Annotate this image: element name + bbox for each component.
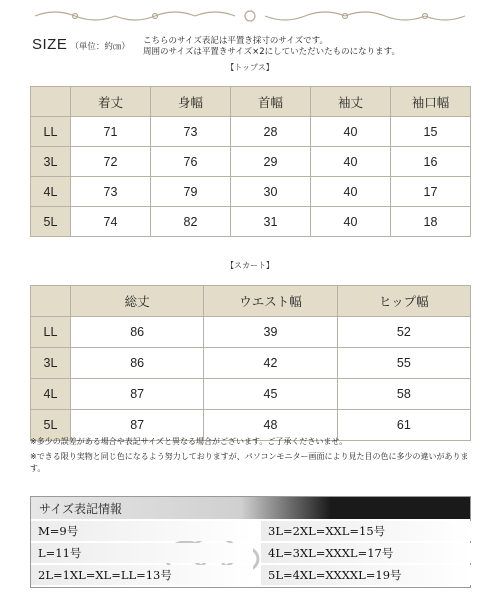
table-cell: 52 [337, 317, 470, 348]
table-cell: 40 [311, 177, 391, 207]
table-row [31, 207, 471, 237]
size-note-2: 周囲のサイズは平置きサイズ×2にしていただいたものになります。 [143, 47, 400, 57]
table-cell: 72 [71, 147, 151, 177]
size-info-row [31, 565, 470, 587]
size-equivalence: 3L=2XL=XXL=15号 [261, 521, 471, 541]
unit-label: （単位：約㎝） [70, 42, 130, 52]
table-cell: 15 [391, 117, 471, 147]
table-cell: 28 [231, 117, 311, 147]
table-cell: 86 [71, 317, 204, 348]
table-cell: 16 [391, 147, 471, 177]
table-cell: 40 [311, 207, 391, 237]
table-header-row [31, 286, 471, 317]
size-equivalence: L=11号 [31, 543, 253, 563]
table-cell: 79 [151, 177, 231, 207]
size-equivalence: M=9号 [31, 521, 253, 541]
table-cell: 71 [71, 117, 151, 147]
size-info-panel [30, 496, 471, 588]
row-header: LL [31, 317, 71, 348]
size-label: SIZE [32, 36, 68, 53]
table-cell: 45 [204, 379, 337, 410]
decorative-ornament [30, 6, 470, 26]
skirt-size-table [30, 285, 471, 441]
table-cell: 42 [204, 348, 337, 379]
table-cell: 29 [231, 147, 311, 177]
disclaimer-note-2: ※できる限り実物と同じ色になるよう努力しておりますが、パソコンモニター画面により見た目の色に多少の違いがあります。 [30, 452, 469, 473]
size-note-1: こちらのサイズ表記は平置き採寸のサイズです。 [143, 36, 328, 46]
skirt-caption: 【スカート】 [226, 261, 274, 270]
table-cell: 73 [71, 177, 151, 207]
column-header: 袖丈 [311, 87, 391, 117]
tops-caption: 【トップス】 [226, 63, 274, 72]
table-cell: 86 [71, 348, 204, 379]
table-cell: 40 [311, 117, 391, 147]
column-header: ヒップ幅 [337, 286, 470, 317]
column-header: 身幅 [151, 87, 231, 117]
table-cell: 58 [337, 379, 470, 410]
size-info-banner [31, 497, 470, 519]
table-cell: 31 [231, 207, 311, 237]
tops-size-table [30, 86, 471, 237]
size-heading [32, 36, 130, 56]
table-cell: 18 [391, 207, 471, 237]
table-row [31, 379, 471, 410]
table-cell: 87 [71, 379, 204, 410]
table-cell: 48 [204, 410, 337, 441]
table-cell: 55 [337, 348, 470, 379]
column-header: 総丈 [71, 286, 204, 317]
table-row [31, 147, 471, 177]
row-header: 5L [31, 410, 71, 441]
table-cell: 74 [71, 207, 151, 237]
row-header: 5L [31, 207, 71, 237]
disclaimer-note-1: ※多少の誤差がある場合や表記サイズと異なる場合がございます。ご了承くださいませ。 [30, 437, 348, 446]
column-header: 首幅 [231, 87, 311, 117]
table-cell: 87 [71, 410, 204, 441]
table-row [31, 177, 471, 207]
row-header: 4L [31, 379, 71, 410]
table-cell: 39 [204, 317, 337, 348]
size-info-title: サイズ表記情報 [39, 502, 123, 516]
column-header: 袖口幅 [391, 87, 471, 117]
corner-cell [31, 87, 71, 117]
column-header: 着丈 [71, 87, 151, 117]
row-header: 4L [31, 177, 71, 207]
table-cell: 61 [337, 410, 470, 441]
row-header: 3L [31, 348, 71, 379]
size-equivalence: 2L=1XL=XL=LL=13号 [31, 565, 253, 585]
size-info-row [31, 543, 470, 565]
table-row [31, 317, 471, 348]
table-header-row [31, 87, 471, 117]
table-row [31, 117, 471, 147]
table-cell: 82 [151, 207, 231, 237]
column-header: ウエスト幅 [204, 286, 337, 317]
table-cell: 76 [151, 147, 231, 177]
table-cell: 40 [311, 147, 391, 177]
table-cell: 73 [151, 117, 231, 147]
row-header: LL [31, 117, 71, 147]
size-equivalence: 4L=3XL=XXXL=17号 [261, 543, 471, 563]
table-cell: 30 [231, 177, 311, 207]
table-cell: 17 [391, 177, 471, 207]
size-info-row [31, 521, 470, 543]
table-row [31, 348, 471, 379]
row-header: 3L [31, 147, 71, 177]
size-equivalence: 5L=4XL=XXXXL=19号 [261, 565, 471, 585]
corner-cell [31, 286, 71, 317]
